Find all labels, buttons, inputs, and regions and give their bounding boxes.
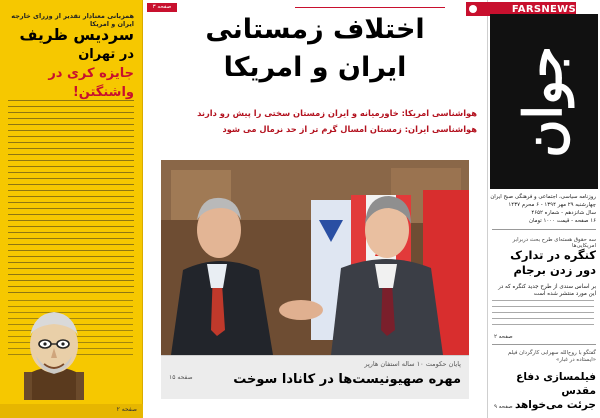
story2-page-ref: صفحه ۹ — [494, 404, 513, 410]
story1-page-ref: صفحه ۲ — [494, 334, 513, 340]
story1-lead: بر اساس سندی از طرح جدید کنگره که در این مورد منتشر شده است — [498, 284, 596, 297]
left-kicker: همزبانی معنادار تقدیر از وزرای خارجه ایران و امریکا — [11, 12, 134, 28]
caption-page-ref: صفحه ۱۵ — [169, 374, 193, 381]
left-title-line2: در تهران — [78, 47, 134, 62]
left-feature-column — [0, 0, 143, 418]
farsnews-wordmark: FARSNEWS — [511, 3, 576, 15]
story1-title[interactable] — [490, 248, 596, 278]
paper-issue: سال شانزدهم - شماره ۴۶۵۲ — [531, 210, 596, 216]
divider — [492, 344, 596, 345]
left-title-line3: جایزه کری در واشنگتن! — [48, 66, 134, 100]
story1-kicker: سه حقوق هسته‌ای طرح بحث دربرابر امریکایی‌ها — [512, 237, 596, 249]
story2-title-line1: فیلمسازی دفاع مقدس — [516, 371, 596, 397]
left-body-text — [8, 100, 134, 295]
caption-headline: مهره صهیونیست‌ها در کانادا سوخت — [233, 372, 461, 387]
divider — [492, 229, 596, 230]
main-subhead-iran: هواشناسی ایران: زمستان امسال گرم تر از حد نرمال می شود — [222, 124, 477, 134]
main-story-area — [145, 0, 485, 418]
newspaper-masthead[interactable] — [490, 14, 598, 189]
paper-price: ۱۶ صفحه - قیمت ۱۰۰۰ تومان — [529, 218, 596, 224]
story2-title-line2: جرئت می‌خواهد — [514, 399, 596, 411]
photo-caption[interactable] — [161, 355, 469, 399]
left-title-line1: سردیس ظریف — [19, 26, 134, 44]
left-footer-page: صفحه ۲ — [116, 406, 137, 413]
main-headline-line2[interactable]: ایران و امریکا — [223, 52, 407, 83]
caption-kicker: پایان حکومت ۱۰ ساله استفان هارپر — [364, 360, 461, 368]
farsnews-emblem-icon — [469, 5, 477, 13]
left-footer-strip — [0, 404, 143, 418]
story1-title-line1: کنگره در تدارک — [510, 248, 596, 262]
masthead-title: جوان — [513, 45, 574, 158]
main-photo[interactable] — [161, 160, 469, 355]
main-headline-line1[interactable]: اختلاف زمستانی — [205, 14, 425, 45]
left-title[interactable] — [6, 26, 134, 102]
caricature-illustration — [4, 300, 104, 400]
page-label: صفحه ۳ — [147, 3, 177, 12]
story1-title-line2: دور زدن برجام — [513, 263, 596, 277]
paper-date: چهارشنبه ۲۹ مهر ۱۳۹۴ - ۶ محرم ۱۴۳۷ — [508, 202, 596, 208]
story2-kicker: گفتگو با روح‌الله سهرابی کارگردان فیلم «ایستاده در غبار» — [507, 350, 596, 363]
masthead-column — [487, 0, 600, 418]
main-subhead-us: هواشناسی امریکا: خاورمیانه و ایران زمستان سختی را پیش رو دارند — [197, 108, 477, 118]
paper-description: روزنامه سیاسی، اجتماعی و فرهنگی صبح ایران — [490, 194, 596, 200]
story1-body — [492, 300, 594, 330]
